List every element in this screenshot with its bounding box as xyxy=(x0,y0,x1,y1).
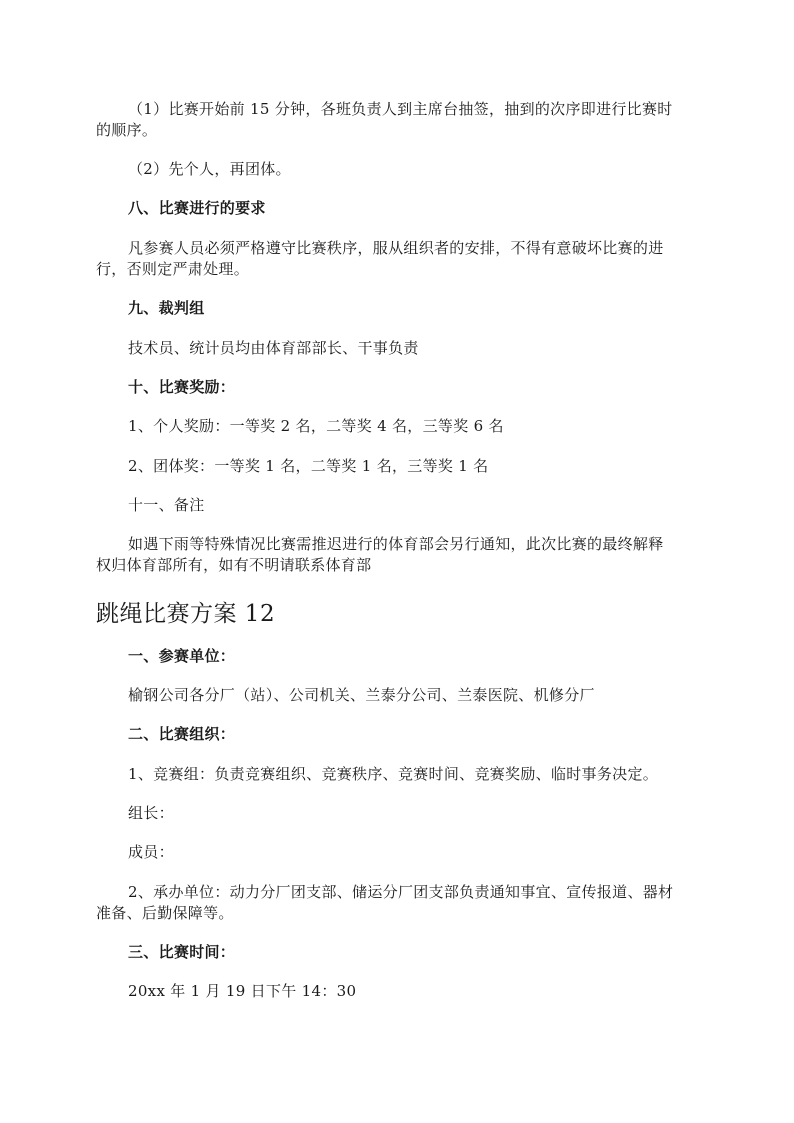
paragraph-leader: 组长： xyxy=(128,804,174,822)
paragraph-team-awards: 2、团体奖：一等奖 1 名，二等奖 1 名，三等奖 1 名 xyxy=(128,457,489,475)
paragraph-draw-order: （1）比赛开始前 15 分钟，各班负责人到主席台抽签，抽到的次序即进行比赛时 xyxy=(128,100,673,118)
paragraph-notes-cont: 权归体育部所有，如有不明请联系体育部 xyxy=(96,556,372,574)
heading-awards: 十、比赛奖励： xyxy=(128,378,236,396)
heading-participants: 一、参赛单位： xyxy=(128,647,236,665)
paragraph-referees: 技术员、统计员均由体育部部长、干事负责 xyxy=(128,339,419,357)
heading-requirements: 八、比赛进行的要求 xyxy=(128,199,266,217)
paragraph-organizer: 2、承办单位：动力分厂团支部、储运分厂团支部负责通知事宜、宣传报道、器材 xyxy=(128,883,674,901)
paragraph-participants: 榆钢公司各分厂（站）、公司机关、兰泰分公司、兰泰医院、机修分厂 xyxy=(128,686,595,704)
paragraph-competition-group: 1、竞赛组：负责竞赛组织、竞赛秩序、竞赛时间、竞赛奖励、临时事务决定。 xyxy=(128,765,659,783)
paragraph-draw-order-cont: 的顺序。 xyxy=(96,121,158,139)
heading-time: 三、比赛时间： xyxy=(128,943,236,961)
paragraph-requirements: 凡参赛人员必须严格遵守比赛秩序，服从组织者的安排，不得有意破坏比赛的进 xyxy=(128,239,664,257)
paragraph-requirements-cont: 行，否则定严肃处理。 xyxy=(96,260,250,278)
paragraph-sequence: （2）先个人，再团体。 xyxy=(128,160,291,178)
paragraph-members: 成员： xyxy=(128,843,174,861)
heading-referees: 九、裁判组 xyxy=(128,299,205,317)
heading-organization: 二、比赛组织： xyxy=(128,725,236,743)
paragraph-organizer-cont: 准备、后勤保障等。 xyxy=(96,904,234,922)
paragraph-individual-awards: 1、个人奖励：一等奖 2 名，二等奖 4 名，三等奖 6 名 xyxy=(128,417,504,435)
paragraph-notes: 如遇下雨等特殊情况比赛需推迟进行的体育部会另行通知，此次比赛的最终解释 xyxy=(128,535,664,553)
paragraph-time: 20xx 年 1 月 19 日下午 14：30 xyxy=(128,982,357,1000)
section-title: 跳绳比赛方案 12 xyxy=(96,601,276,627)
heading-notes: 十一、备注 xyxy=(128,496,205,514)
